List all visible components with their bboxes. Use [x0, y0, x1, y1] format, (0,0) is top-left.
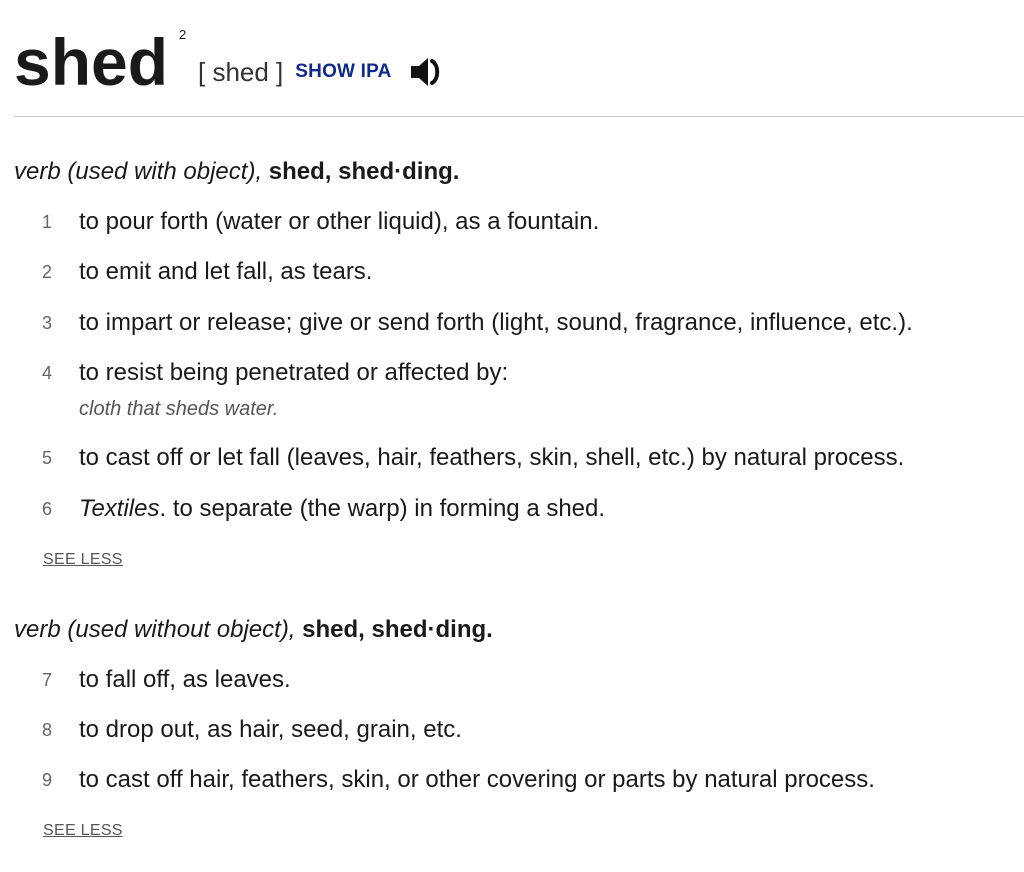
- definition-example: cloth that sheds water.: [79, 398, 279, 420]
- homograph-number: 2: [179, 27, 187, 42]
- definition-text: [79, 494, 605, 524]
- definition-body: . to separate (the warp) in forming a shed.: [159, 495, 606, 522]
- definition-text: to impart or release; give or send forth (light, sound, fragrance, influence, etc.).: [79, 309, 913, 336]
- inflected-forms: shed, shed·ding.: [268, 158, 460, 185]
- definition-number: 9: [42, 770, 53, 790]
- definition-number: 6: [42, 499, 53, 519]
- definition-text: to fall off, as leaves.: [79, 666, 291, 693]
- definition-text: to emit and let fall, as tears.: [79, 258, 373, 285]
- pos-line-transitive: [14, 157, 459, 187]
- definition-text: to drop out, as hair, seed, grain, etc.: [79, 716, 462, 743]
- entry-header: [14, 22, 187, 102]
- definition-text: to pour forth (water or other liquid), as a fountain.: [79, 208, 600, 235]
- headword: shed: [14, 25, 169, 99]
- definition-number: 1: [42, 212, 53, 232]
- see-less-link[interactable]: SEE LESS: [43, 822, 123, 839]
- definition-number: 4: [42, 363, 53, 383]
- definition-number: 5: [42, 448, 53, 468]
- inflected-forms: shed, shed·ding.: [302, 616, 493, 643]
- header-divider: [14, 116, 1024, 117]
- part-of-speech: verb (used without object),: [14, 616, 296, 643]
- speaker-icon[interactable]: [408, 54, 446, 90]
- subject-label: Textiles: [79, 495, 160, 522]
- pos-line-intransitive: [14, 615, 493, 645]
- pronunciation: [ shed ]: [198, 57, 284, 87]
- definition-number: 3: [42, 313, 53, 333]
- definition-text: to cast off hair, feathers, skin, or other covering or parts by natural process.: [79, 766, 875, 793]
- pronunciation-block: [198, 54, 446, 90]
- part-of-speech: verb (used with object),: [14, 158, 263, 185]
- definition-text: to resist being penetrated or affected by:: [79, 359, 509, 386]
- see-less-link[interactable]: SEE LESS: [43, 551, 123, 568]
- definition-number: 8: [42, 720, 53, 740]
- definition-number: 2: [42, 262, 53, 282]
- definition-text: to cast off or let fall (leaves, hair, feathers, skin, shell, etc.) by natural process.: [79, 444, 905, 471]
- show-ipa-button[interactable]: SHOW IPA: [295, 61, 392, 82]
- definition-number: 7: [42, 670, 53, 690]
